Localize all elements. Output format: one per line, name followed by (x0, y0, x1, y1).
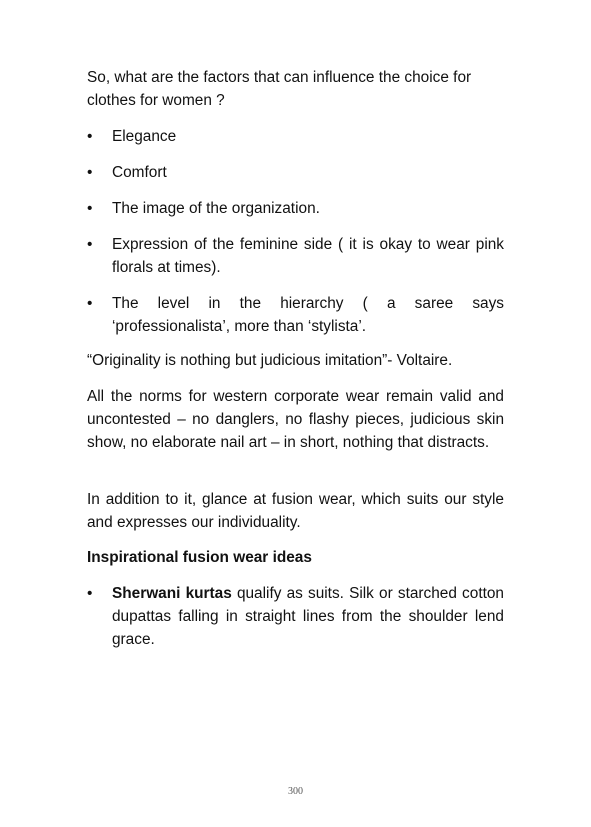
bullet-icon: • (87, 295, 93, 312)
ideas-list (87, 582, 504, 664)
bullet-icon: • (87, 200, 93, 217)
fusion-paragraph: In addition to it, glance at fusion wear, which suits our style and expresses our individuality. (87, 491, 504, 531)
factor-text: Comfort (112, 164, 167, 181)
norms-paragraph: All the norms for western corporate wear remain valid and uncontested – no danglers, no flashy pieces, judicious skin show, no elaborate nail art – in short, nothing that distracts. (87, 388, 504, 451)
list-item (87, 161, 504, 184)
list-item (87, 292, 504, 338)
bullet-icon: • (87, 164, 93, 181)
list-item (87, 125, 504, 148)
bullet-icon: • (87, 585, 93, 602)
factor-text: The image of the organization. (112, 200, 320, 217)
page-number: 300 (288, 786, 303, 797)
list-item (87, 582, 504, 651)
factor-text: Elegance (112, 128, 177, 145)
intro-paragraph: So, what are the factors that can influence the choice for clothes for women ? (87, 69, 472, 109)
bullet-icon: • (87, 236, 93, 253)
factors-list (87, 125, 504, 351)
factor-text: Expression of the feminine side ( it is okay to wear pink florals at times). (112, 236, 504, 276)
section-heading: Inspirational fusion wear ideas (87, 549, 312, 566)
factor-text: The level in the hierarchy ( a saree says ‘professionalista’, more than ‘stylista’. (112, 295, 504, 335)
voltaire-quote: “Originality is nothing but judicious imitation”- Voltaire. (87, 352, 453, 369)
idea-text: qualify as suits. Silk or starched cotton dupattas falling in straight lines from the shoulder lend grace. (112, 585, 504, 648)
idea-term: Sherwani kurtas (112, 585, 232, 602)
bullet-icon: • (87, 128, 93, 145)
list-item (87, 197, 504, 220)
list-item (87, 233, 504, 279)
